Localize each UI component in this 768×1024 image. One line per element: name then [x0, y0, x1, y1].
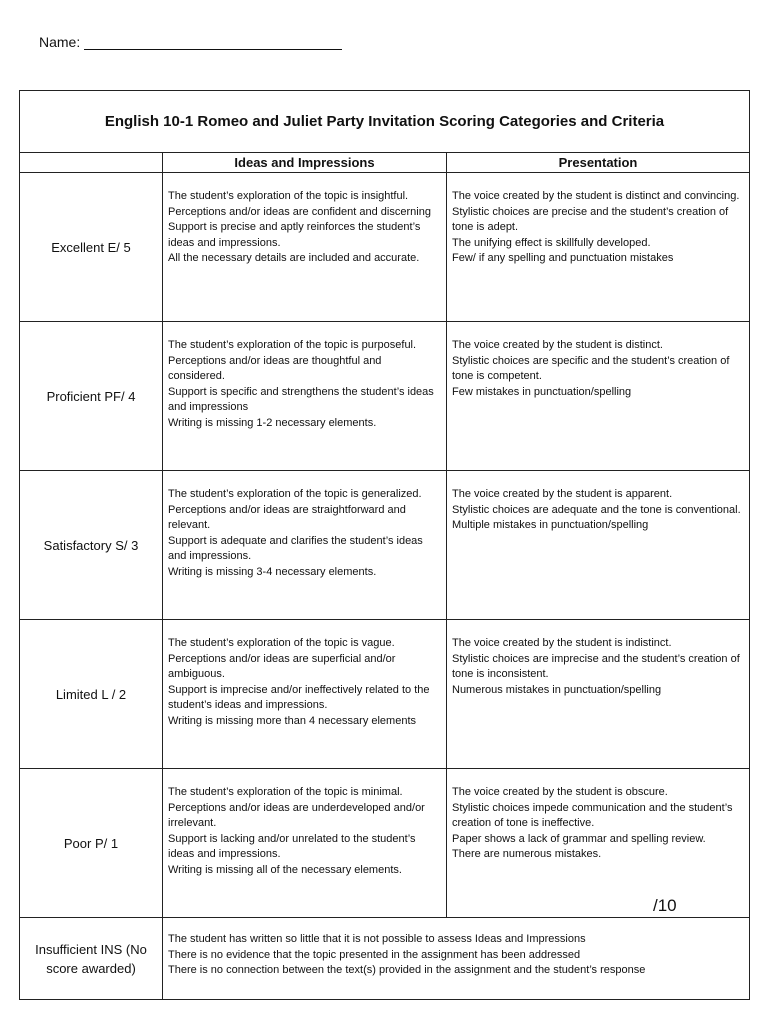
criterion-line: The voice created by the student is indistinct.	[452, 637, 672, 649]
criterion-line: Few mistakes in punctuation/spelling	[452, 385, 632, 398]
criterion-line: Stylistic choices are adequate and the tone is conventional.	[452, 503, 741, 516]
criterion-line: Stylistic choices impede communication and the student’s creation of tone is ineffective.	[452, 801, 733, 830]
criterion-line: The student’s exploration of the topic is purposeful.	[168, 339, 417, 351]
rubric-body	[20, 173, 750, 918]
level-label: Insufficient INS (No score awarded)	[20, 918, 163, 1000]
rubric-row	[20, 471, 750, 620]
criterion-line: The voice created by the student is obscure.	[452, 786, 668, 798]
criterion-line: The student’s exploration of the topic is generalized.	[168, 488, 422, 500]
criterion-line: Support is imprecise and/or ineffectively related to the student’s ideas and impressions.	[168, 683, 430, 712]
rubric-table	[19, 90, 750, 1000]
level-label: Excellent E/ 5	[20, 173, 163, 322]
criterion-line: The voice created by the student is distinct.	[452, 339, 663, 351]
criterion-line: Perceptions and/or ideas are superficial and/or ambiguous.	[168, 652, 396, 681]
criterion-line: Writing is missing 3-4 necessary elements.	[168, 565, 377, 578]
criterion-line: All the necessary details are included and accurate.	[168, 252, 420, 265]
criterion-line: The student’s exploration of the topic is vague.	[168, 637, 395, 649]
criterion-line: Support is lacking and/or unrelated to the student’s ideas and impressions.	[168, 832, 416, 861]
ideas-criteria	[163, 769, 447, 918]
presentation-criteria	[447, 173, 750, 322]
criterion-line: There is no evidence that the topic presented in the assignment has been addressed	[168, 948, 581, 961]
criterion-line: Perceptions and/or ideas are confident and discerning	[168, 205, 431, 218]
criterion-line: The unifying effect is skillfully developed.	[452, 236, 651, 249]
rubric-row	[20, 769, 750, 918]
criterion-line: Writing is missing 1-2 necessary elements.	[168, 416, 377, 429]
total-score: /10	[653, 896, 677, 915]
header-ideas: Ideas and Impressions	[163, 153, 447, 173]
presentation-criteria	[447, 620, 750, 769]
name-label: Name:	[39, 34, 81, 50]
presentation-criteria	[447, 322, 750, 471]
presentation-criteria	[447, 471, 750, 620]
criterion-line: Stylistic choices are imprecise and the student’s creation of tone is inconsistent.	[452, 652, 740, 681]
rubric-row	[20, 620, 750, 769]
criterion-line: Stylistic choices are precise and the student’s creation of tone is adept.	[452, 205, 729, 234]
level-label: Proficient PF/ 4	[20, 322, 163, 471]
criterion-line: Numerous mistakes in punctuation/spelling	[452, 683, 662, 696]
criterion-line: The student’s exploration of the topic is minimal.	[168, 786, 403, 798]
criterion-line: Support is adequate and clarifies the student’s ideas and impressions.	[168, 534, 423, 563]
presentation-criteria	[447, 769, 750, 918]
ideas-criteria	[163, 173, 447, 322]
criterion-line: Writing is missing all of the necessary elements.	[168, 863, 402, 876]
level-label: Limited L / 2	[20, 620, 163, 769]
header-presentation: Presentation	[447, 153, 750, 173]
criterion-line: Paper shows a lack of grammar and spelling review.	[452, 832, 706, 845]
criterion-line: Writing is missing more than 4 necessary elements	[168, 714, 417, 727]
criterion-line: Few/ if any spelling and punctuation mistakes	[452, 252, 674, 265]
level-label: Poor P/ 1	[20, 769, 163, 918]
criterion-line: The student’s exploration of the topic is insightful.	[168, 190, 409, 202]
criterion-line: Stylistic choices are specific and the student’s creation of tone is competent.	[452, 354, 730, 383]
criterion-line: The voice created by the student is apparent.	[452, 488, 673, 500]
criterion-line: Perceptions and/or ideas are underdeveloped and/or irrelevant.	[168, 801, 425, 830]
title-row	[20, 91, 750, 153]
criterion-line: Support is specific and strengthens the student’s ideas and impressions	[168, 385, 434, 414]
criterion-line: Perceptions and/or ideas are thoughtful and considered.	[168, 354, 382, 383]
criterion-line: Perceptions and/or ideas are straightforward and relevant.	[168, 503, 406, 532]
criterion-line: The student has written so little that it is not possible to assess Ideas and Impressions	[168, 933, 586, 945]
name-blank-line[interactable]	[84, 35, 342, 50]
ideas-criteria	[163, 322, 447, 471]
rubric-row	[20, 322, 750, 471]
criterion-line: There are numerous mistakes.	[452, 848, 602, 861]
criterion-line: Multiple mistakes in punctuation/spelling	[452, 519, 649, 532]
rubric-title: English 10-1 Romeo and Juliet Party Invitation Scoring Categories and Criteria	[20, 91, 750, 153]
ideas-criteria	[163, 620, 447, 769]
criterion-line: There is no connection between the text(s) provided in the assignment and the student’s response	[168, 964, 646, 977]
criterion-line: The voice created by the student is distinct and convincing.	[452, 190, 740, 202]
name-field-row	[39, 34, 342, 50]
criterion-line: Support is precise and aptly reinforces the student’s ideas and impressions.	[168, 221, 421, 249]
ideas-criteria	[163, 471, 447, 620]
column-header-row	[20, 153, 750, 173]
insufficient-criteria	[163, 918, 750, 1000]
level-label: Satisfactory S/ 3	[20, 471, 163, 620]
header-blank-cell	[20, 153, 163, 173]
rubric-row	[20, 173, 750, 322]
insufficient-row	[20, 918, 750, 1000]
